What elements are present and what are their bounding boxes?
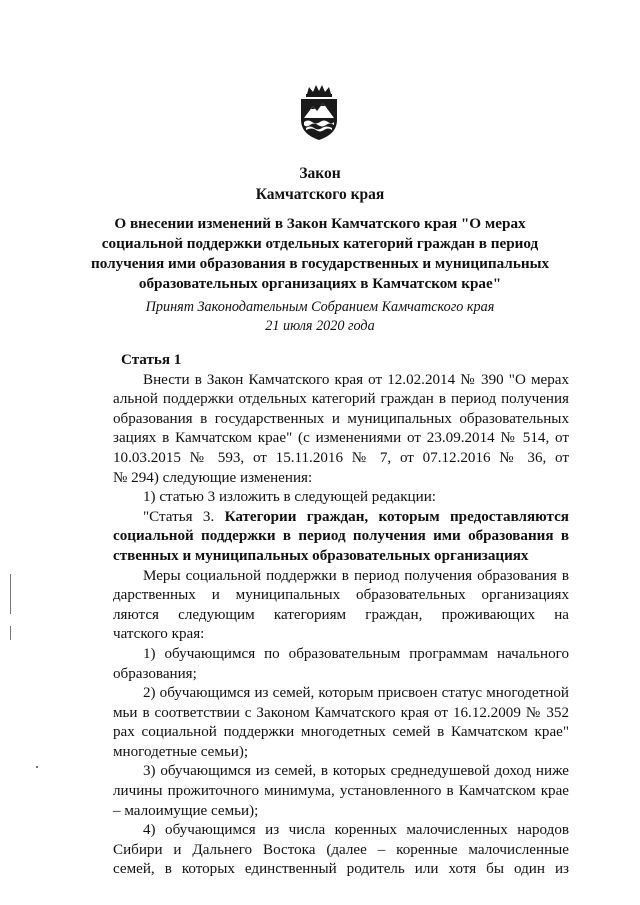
- article-line: № 294) следующие изменения:: [113, 469, 313, 486]
- law-word: Закон: [299, 165, 341, 182]
- adoption-note: [70, 298, 570, 336]
- article-line: Внести в Закон Камчатского края от 12.02.2014 № 390 "О мерах: [143, 371, 569, 388]
- adopted-by: Принят Законодательным Собранием Камчатского края: [145, 299, 495, 315]
- article-line: [113, 508, 569, 528]
- article-line: 2) обучающимся из семей, которым присвоен статус многодетной: [143, 685, 569, 702]
- article-line: мьи в соответствии с Законом Камчатского края от 16.12.2009 № 352: [113, 704, 569, 721]
- article-line: образования в государственных и муниципальных образовательных: [113, 410, 569, 427]
- article-line-prefix: "Статья 3.: [143, 508, 225, 525]
- article-line: 1) статью 3 изложить в следующей редакции:: [143, 489, 436, 506]
- article-line: 10.03.2015 № 593, от 15.11.2016 № 7, от 07.12.2016 № 36, от: [113, 449, 569, 466]
- article-line: многодетные семьи);: [113, 743, 249, 760]
- scan-mark: [10, 574, 11, 614]
- subtitle-line: получения ими образования в государственных и муниципальных: [90, 255, 550, 272]
- subtitle-line: О внесении изменений в Закон Камчатского края "О мерах: [114, 215, 526, 232]
- article-heading: Статья 1: [121, 352, 182, 368]
- law-title-block: [70, 163, 570, 205]
- kamchatka-coat-of-arms-icon: [295, 84, 343, 142]
- article-line: альной поддержки отдельных категорий граждан в период получения: [113, 391, 569, 408]
- article-line: Сибири и Дальнего Востока (далее – коренные малочисленные: [113, 841, 569, 858]
- article-lines: [113, 371, 569, 880]
- article-line: 3) обучающимся из семей, в которых среднедушевой доход ниже: [143, 763, 569, 780]
- article-line: рах социальной поддержки многодетных семей в Камчатском крае": [113, 724, 569, 741]
- article-line: ляются следующим категориям граждан, проживающих на: [113, 606, 569, 623]
- article-line: дарственных и муниципальных образовательных организациях: [113, 587, 569, 604]
- article-line: личины прожиточного минимума, установленного в Камчатском крае: [113, 783, 569, 800]
- article-line: ственных и муниципальных образовательных организациях: [113, 547, 529, 564]
- article-line: Меры социальной поддержки в период получения образования в: [143, 567, 569, 584]
- article-line: 1) обучающимся по образовательным программам начального: [143, 645, 569, 662]
- scan-mark: [10, 626, 11, 640]
- article-body: [113, 351, 569, 880]
- article-line: семей, в которых единственный родитель или хотя бы один из: [113, 861, 569, 878]
- article-line-bold: Категории граждан, которым предоставляются: [224, 508, 569, 525]
- article-line: социальной поддержки в период получения ими образования в: [113, 528, 569, 545]
- article-line: чатского края:: [113, 626, 205, 643]
- article-line: – малоимущие семьи);: [113, 802, 259, 819]
- law-region: Камчатского края: [255, 186, 385, 203]
- article-line: образования;: [113, 665, 197, 682]
- article-line: зациях в Камчатском крае" (с изменениями от 23.09.2014 № 514, от: [113, 430, 569, 447]
- scan-dot: [36, 766, 38, 768]
- law-subtitle: [70, 214, 570, 294]
- article-line: 4) обучающимся из числа коренных малочисленных народов: [143, 822, 569, 839]
- subtitle-line: социальной поддержки отдельных категорий граждан в период: [101, 235, 539, 252]
- subtitle-line: образовательных организациях в Камчатском крае": [138, 275, 502, 292]
- adopted-date: 21 июля 2020 года: [265, 318, 375, 334]
